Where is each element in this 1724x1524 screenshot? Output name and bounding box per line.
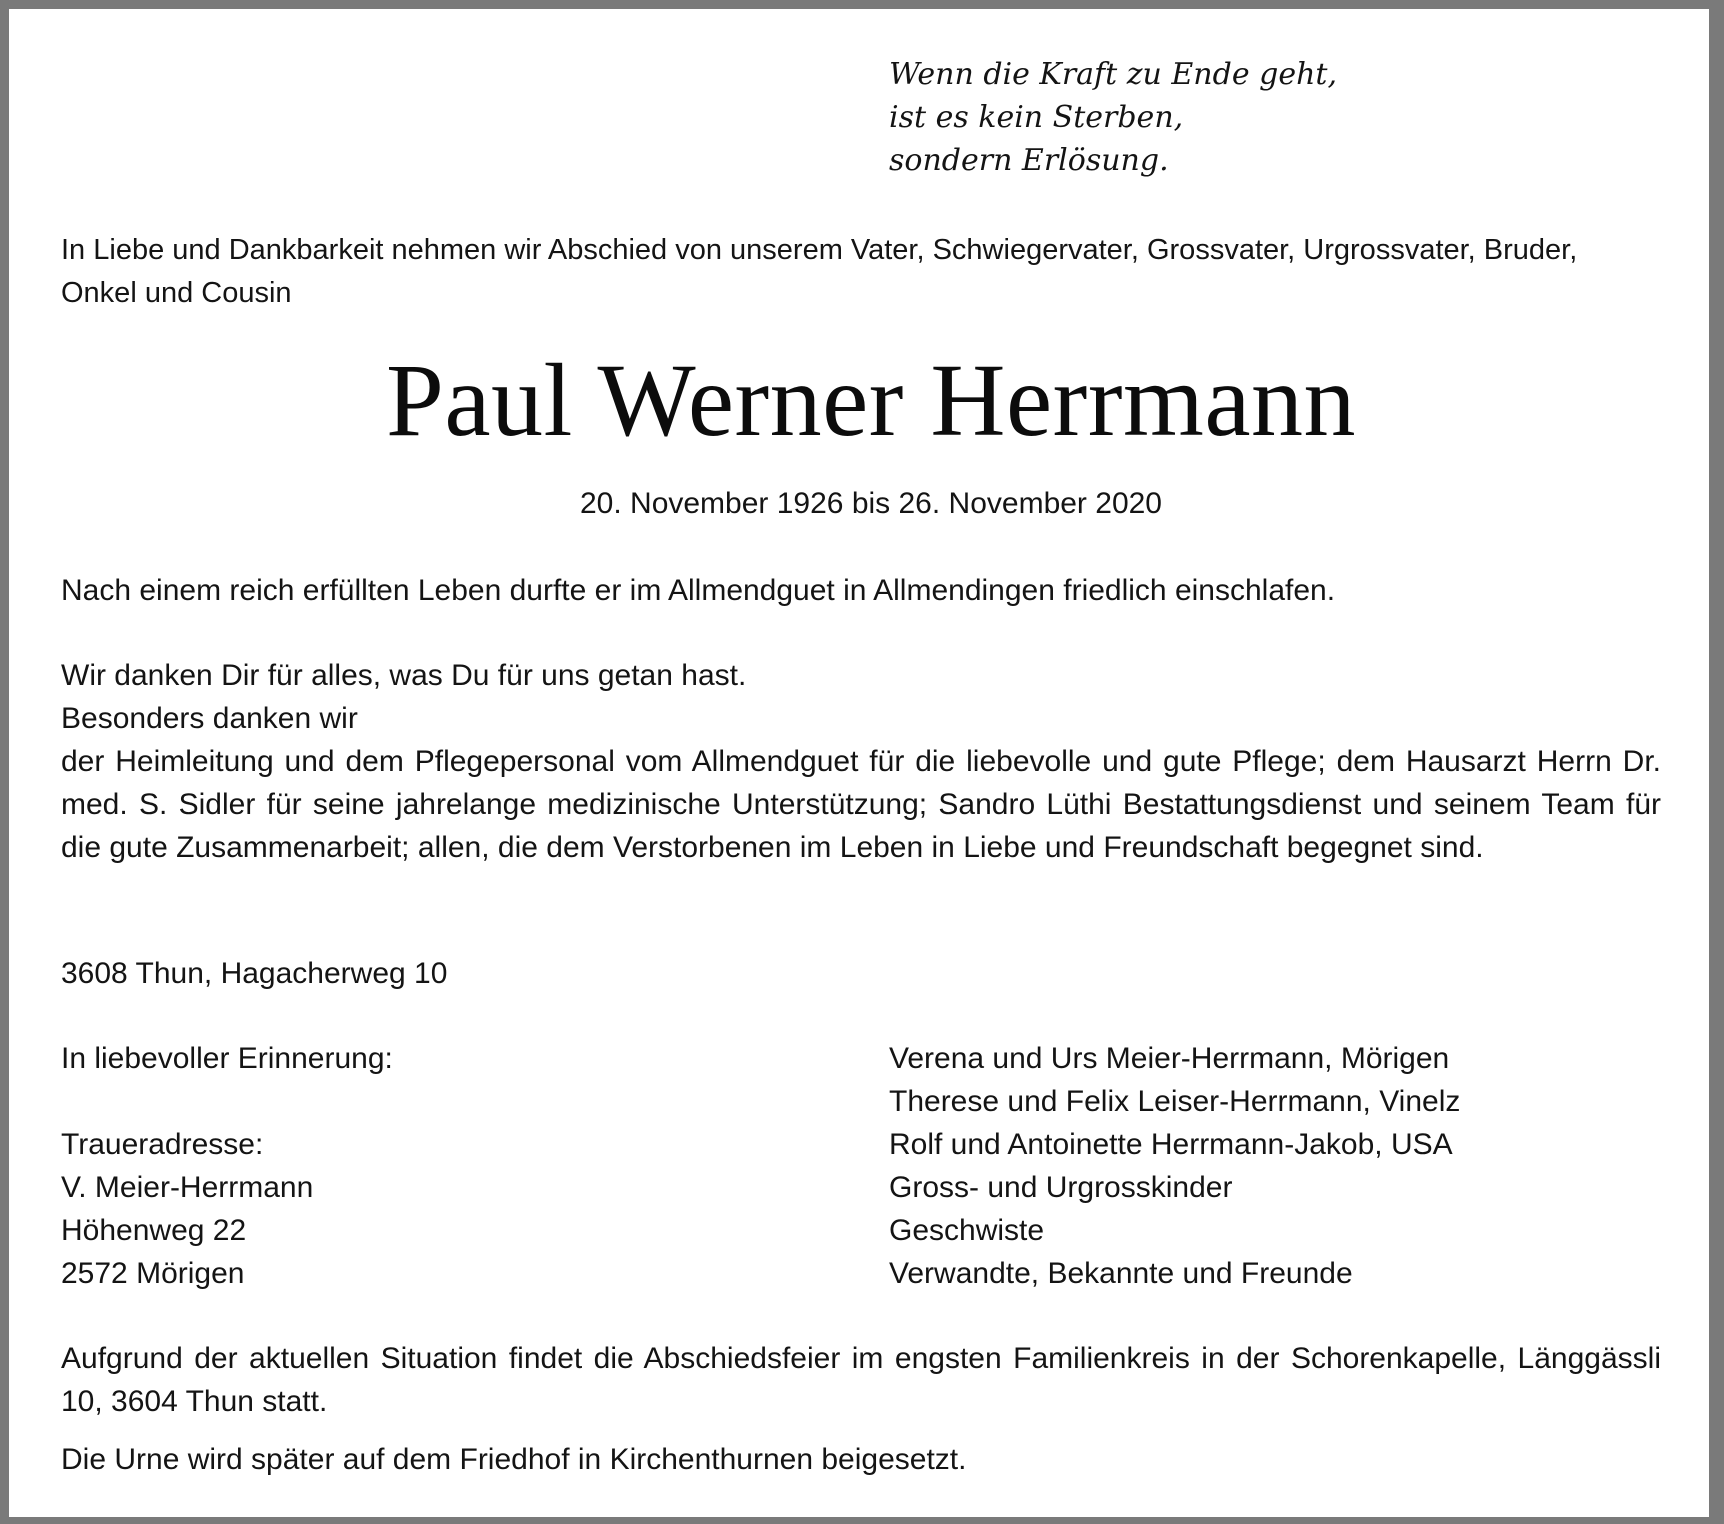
motto-line: sondern Erlösung. — [889, 143, 1169, 178]
motto-line: ist es kein Sterben, — [889, 100, 1184, 135]
mourners-list — [889, 1037, 1460, 1295]
motto-quote — [889, 53, 1337, 182]
mourning-address-line: V. Meier-Herrmann — [61, 1171, 314, 1204]
home-address: 3608 Thun, Hagacherweg 10 — [61, 957, 448, 990]
mourner-entry: Gross- und Urgrosskinder — [889, 1171, 1233, 1204]
mourner-entry: Verwandte, Bekannte und Freunde — [889, 1257, 1353, 1290]
deceased-name: Paul Werner Herrmann — [385, 343, 1357, 458]
mourning-address — [61, 1123, 313, 1295]
mourning-address-line: Höhenweg 22 — [61, 1214, 247, 1247]
life-dates: 20. November 1926 bis 26. November 2020 — [579, 487, 1162, 520]
thanks-line: Wir danken Dir für alles, was Du für uns getan hast. — [61, 659, 747, 692]
intro-text: In Liebe und Dankbarkeit nehmen wir Abschied von unserem Vater, Schwiegervater, Grossvater, Urgrossvater, Bruder, Onkel und Cousin — [61, 234, 1578, 309]
passing-text: Nach einem reich erfüllten Leben durfte er im Allmendguet in Allmendingen friedlich einschlafen. — [61, 574, 1336, 607]
mourning-address-line: 2572 Mörigen — [61, 1257, 245, 1290]
motto-line: Wenn die Kraft zu Ende geht, — [889, 57, 1337, 92]
mourner-entry: Therese und Felix Leiser-Herrmann, Vinelz — [889, 1085, 1461, 1118]
mourner-entry: Verena und Urs Meier-Herrmann, Mörigen — [889, 1042, 1450, 1075]
mourner-entry: Rolf und Antoinette Herrmann-Jakob, USA — [889, 1128, 1453, 1161]
urn-notice: Die Urne wird später auf dem Friedhof in Kirchenthurnen beigesetzt. — [61, 1443, 967, 1476]
obituary-notice — [9, 9, 1709, 1517]
thanks-section — [61, 654, 1661, 869]
mourner-entry: Geschwiste — [889, 1214, 1045, 1247]
mourning-address-label: Traueradresse: — [61, 1128, 264, 1161]
thanks-line: Besonders danken wir — [61, 702, 358, 735]
thanks-paragraph: der Heimleitung und dem Pflegepersonal vom Allmendguet für die liebevolle und gute Pflege; dem Hausarzt Herrn Dr. med. S. Sidler für seine jahrelange medizinische Unterstützung; Sandro Lüthi Bestattungsdienst und seinem Team für die gute Zusammenarbeit; allen, die dem Verstorbenen im Leben in Liebe und Freundschaft begegnet sind. — [61, 745, 1661, 864]
memory-label: In liebevoller Erinnerung: — [61, 1042, 393, 1075]
ceremony-notice: Aufgrund der aktuellen Situation findet die Abschiedsfeier im engsten Familienkreis in der Schorenkapelle, Länggässli 10, 3604 Thun statt. — [61, 1342, 1661, 1418]
